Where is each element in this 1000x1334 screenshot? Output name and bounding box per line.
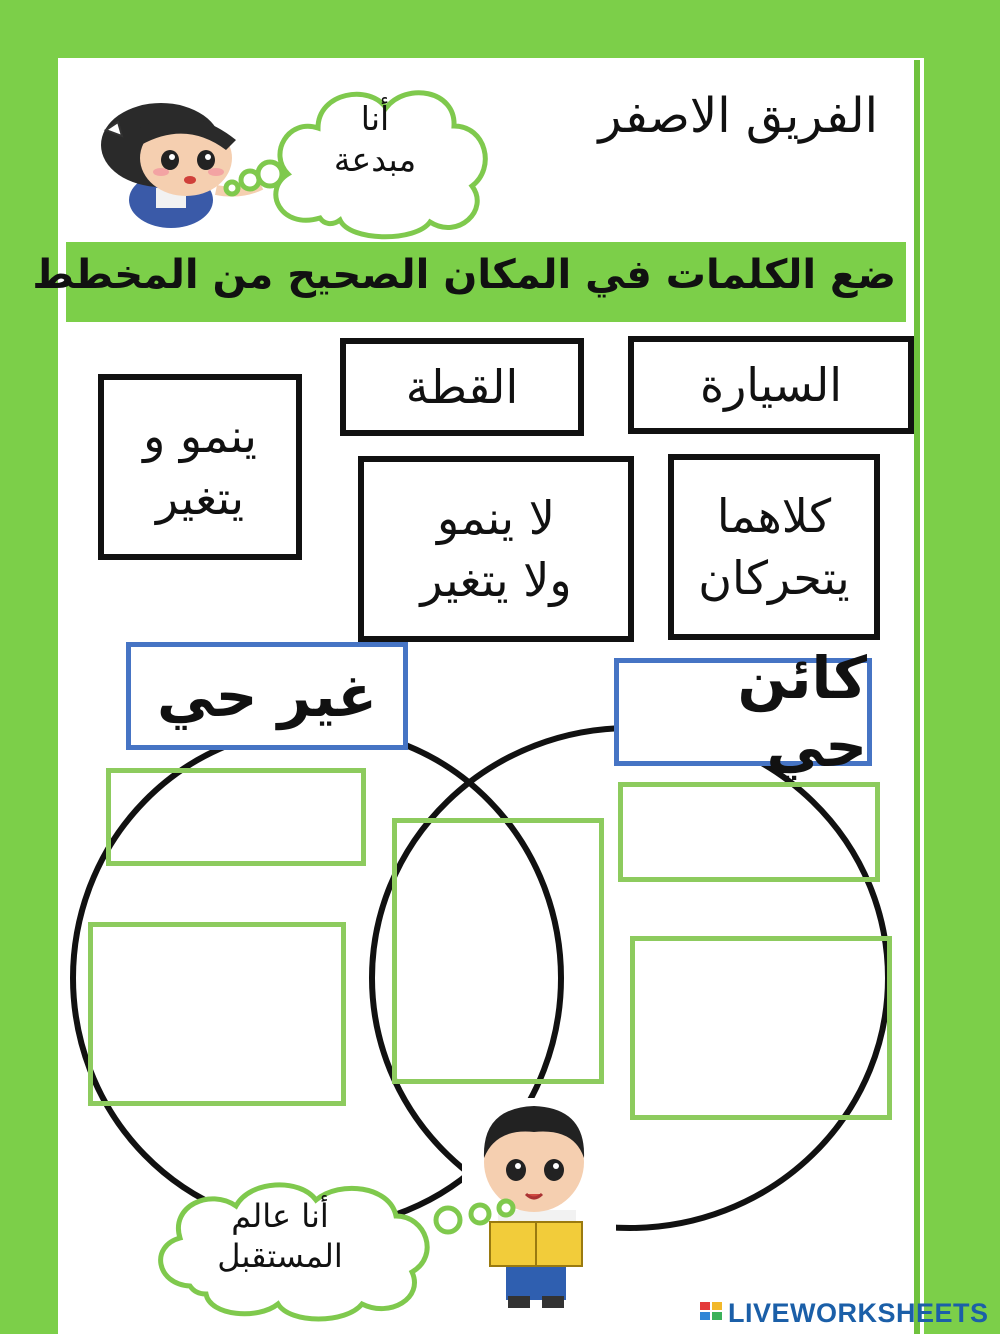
- drop-zone-both[interactable]: [392, 818, 604, 1084]
- boy-bubble-text: [190, 1196, 370, 1276]
- boy-bubble-line1: أنا عالم: [231, 1197, 329, 1235]
- team-title: الفريق الاصفر: [598, 88, 878, 144]
- word-card-line1: لا ينمو: [437, 490, 555, 545]
- liveworksheets-logo-icon: [698, 1300, 724, 1330]
- girl-bubble-line1: أنا: [360, 99, 390, 138]
- word-card-label: القطة: [405, 359, 519, 414]
- drop-zone-living-1[interactable]: [618, 782, 880, 882]
- drop-zone-non-living-1[interactable]: [106, 768, 366, 866]
- instruction-text: ضع الكلمات في المكان الصحيح من المخطط: [32, 252, 896, 298]
- category-non-living: غير حي: [126, 642, 408, 750]
- girl-bubble-line2: مبدعة: [333, 140, 417, 180]
- word-card-line2: ولا يتغير: [420, 553, 572, 607]
- drop-zone-non-living-2[interactable]: [88, 922, 346, 1106]
- word-card-line1: ينمو و: [143, 408, 257, 463]
- boy-bubble-line2: المستقبل: [217, 1237, 343, 1275]
- drop-zone-living-2[interactable]: [630, 936, 892, 1120]
- word-card-line2: يتحركان: [698, 551, 850, 605]
- category-living: كائن حي: [614, 658, 872, 766]
- word-card-line1: كلاهما: [716, 488, 832, 543]
- liveworksheets-watermark: LIVEWORKSHEETS: [728, 1298, 989, 1328]
- word-card-line2: يتغير: [155, 471, 245, 525]
- word-card-label: السيارة: [699, 357, 843, 412]
